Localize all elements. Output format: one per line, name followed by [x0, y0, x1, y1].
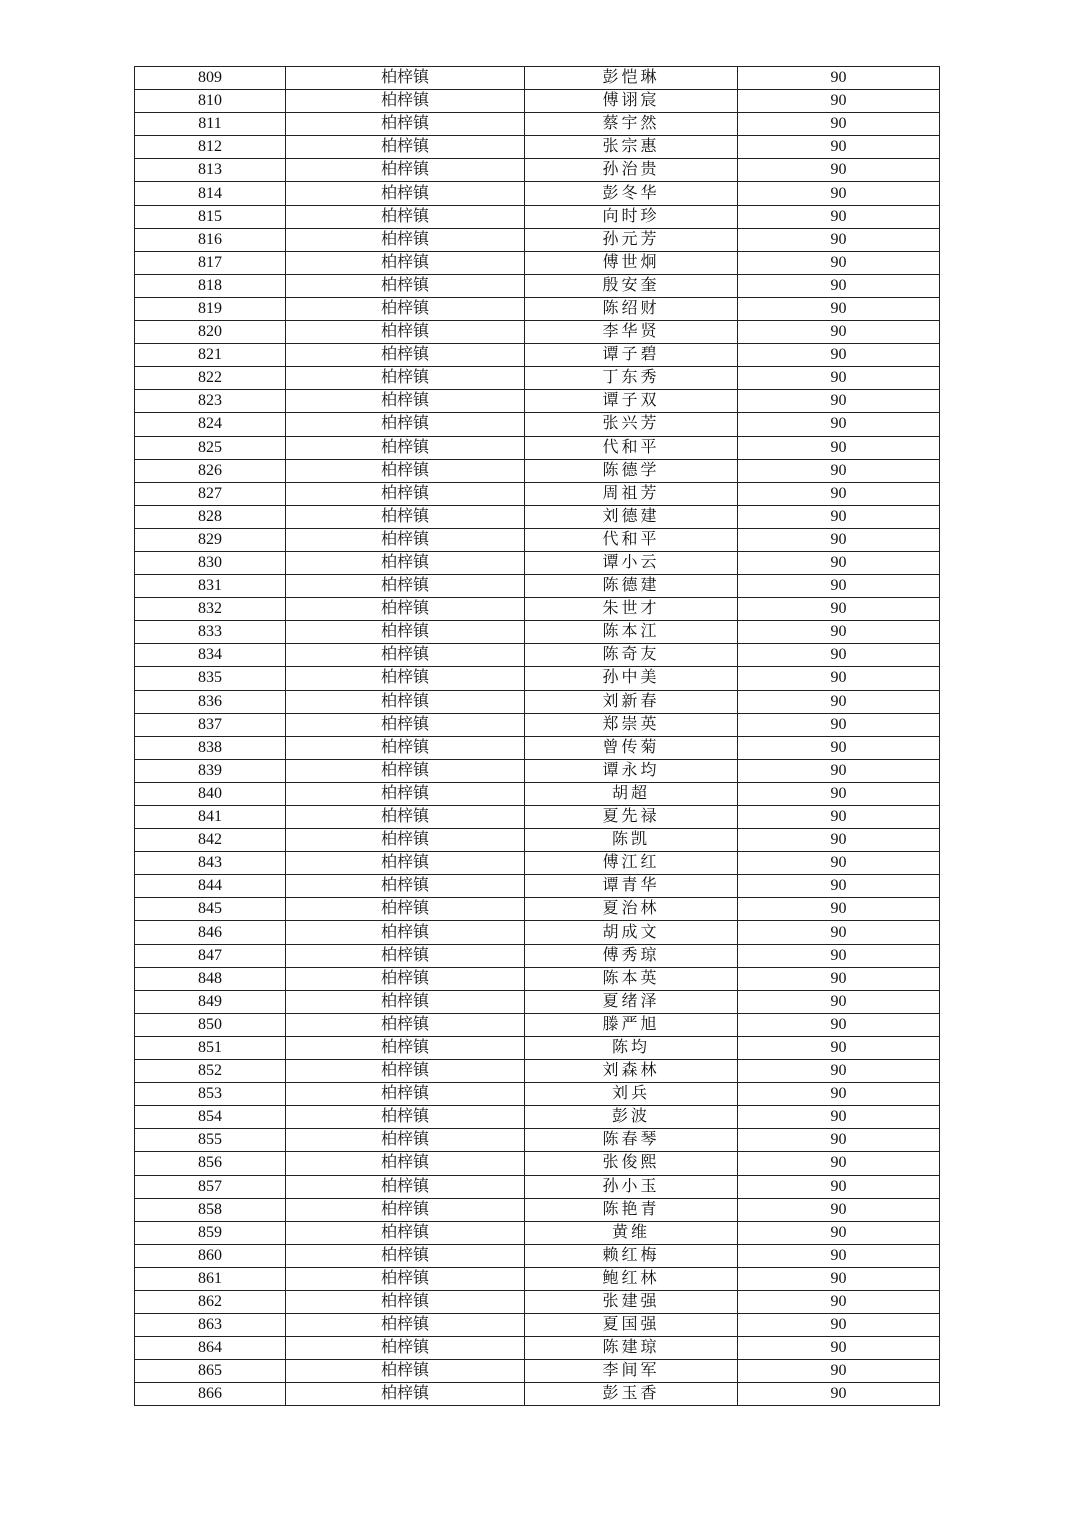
town-cell: 柏梓镇	[286, 921, 525, 944]
table-row	[135, 759, 940, 782]
name-cell: 刘兵	[525, 1083, 738, 1106]
table-row	[135, 921, 940, 944]
row-number-cell: 865	[135, 1360, 286, 1383]
score-cell: 90	[738, 90, 940, 113]
table-row	[135, 967, 940, 990]
name-cell: 李华贤	[525, 321, 738, 344]
row-number-cell: 809	[135, 67, 286, 90]
score-cell: 90	[738, 344, 940, 367]
row-number-cell: 863	[135, 1314, 286, 1337]
name-cell: 傅秀琼	[525, 944, 738, 967]
row-number-cell: 810	[135, 90, 286, 113]
name-cell: 陈建琼	[525, 1337, 738, 1360]
table-row	[135, 251, 940, 274]
table-row	[135, 274, 940, 297]
row-number-cell: 837	[135, 713, 286, 736]
score-cell: 90	[738, 1129, 940, 1152]
row-number-cell: 839	[135, 759, 286, 782]
score-cell: 90	[738, 482, 940, 505]
table-row	[135, 1290, 940, 1313]
score-cell: 90	[738, 274, 940, 297]
town-cell: 柏梓镇	[286, 344, 525, 367]
table-row	[135, 644, 940, 667]
table-row	[135, 505, 940, 528]
row-number-cell: 849	[135, 990, 286, 1013]
town-cell: 柏梓镇	[286, 367, 525, 390]
score-cell: 90	[738, 390, 940, 413]
score-cell: 90	[738, 459, 940, 482]
score-cell: 90	[738, 1106, 940, 1129]
table-row	[135, 690, 940, 713]
name-cell: 刘森林	[525, 1060, 738, 1083]
score-cell: 90	[738, 1221, 940, 1244]
table-row	[135, 944, 940, 967]
name-cell: 蔡宇然	[525, 113, 738, 136]
row-number-cell: 821	[135, 344, 286, 367]
name-cell: 陈凯	[525, 829, 738, 852]
name-cell: 彭恺琳	[525, 67, 738, 90]
row-number-cell: 811	[135, 113, 286, 136]
score-cell: 90	[738, 1036, 940, 1059]
name-cell: 傅江红	[525, 852, 738, 875]
table-row	[135, 875, 940, 898]
row-number-cell: 842	[135, 829, 286, 852]
name-cell: 张建强	[525, 1290, 738, 1313]
score-cell: 90	[738, 875, 940, 898]
row-number-cell: 855	[135, 1129, 286, 1152]
score-cell: 90	[738, 413, 940, 436]
table-row	[135, 205, 940, 228]
table-row	[135, 159, 940, 182]
table-row	[135, 482, 940, 505]
table-row	[135, 1152, 940, 1175]
town-cell: 柏梓镇	[286, 205, 525, 228]
row-number-cell: 847	[135, 944, 286, 967]
table-row	[135, 136, 940, 159]
score-cell: 90	[738, 1314, 940, 1337]
town-cell: 柏梓镇	[286, 1221, 525, 1244]
name-cell: 陈均	[525, 1036, 738, 1059]
row-number-cell: 833	[135, 621, 286, 644]
table-row	[135, 598, 940, 621]
table-row	[135, 575, 940, 598]
name-cell: 谭子碧	[525, 344, 738, 367]
row-number-cell: 819	[135, 297, 286, 320]
table-row	[135, 67, 940, 90]
row-number-cell: 841	[135, 806, 286, 829]
table-row	[135, 1036, 940, 1059]
town-cell: 柏梓镇	[286, 113, 525, 136]
town-cell: 柏梓镇	[286, 1267, 525, 1290]
town-cell: 柏梓镇	[286, 90, 525, 113]
name-cell: 刘德建	[525, 505, 738, 528]
town-cell: 柏梓镇	[286, 644, 525, 667]
row-number-cell: 824	[135, 413, 286, 436]
row-number-cell: 848	[135, 967, 286, 990]
town-cell: 柏梓镇	[286, 875, 525, 898]
row-number-cell: 854	[135, 1106, 286, 1129]
town-cell: 柏梓镇	[286, 297, 525, 320]
town-cell: 柏梓镇	[286, 944, 525, 967]
town-cell: 柏梓镇	[286, 390, 525, 413]
row-number-cell: 830	[135, 551, 286, 574]
name-cell: 张俊熙	[525, 1152, 738, 1175]
score-cell: 90	[738, 1290, 940, 1313]
table-row	[135, 1314, 940, 1337]
name-cell: 胡超	[525, 782, 738, 805]
row-number-cell: 843	[135, 852, 286, 875]
score-cell: 90	[738, 251, 940, 274]
town-cell: 柏梓镇	[286, 1129, 525, 1152]
score-cell: 90	[738, 297, 940, 320]
row-number-cell: 815	[135, 205, 286, 228]
row-number-cell: 844	[135, 875, 286, 898]
table-row	[135, 228, 940, 251]
name-cell: 郑崇英	[525, 713, 738, 736]
score-cell: 90	[738, 159, 940, 182]
score-cell: 90	[738, 621, 940, 644]
row-number-cell: 832	[135, 598, 286, 621]
score-cell: 90	[738, 551, 940, 574]
row-number-cell: 818	[135, 274, 286, 297]
table-row	[135, 297, 940, 320]
town-cell: 柏梓镇	[286, 782, 525, 805]
table-row	[135, 113, 940, 136]
town-cell: 柏梓镇	[286, 1383, 525, 1406]
name-cell: 朱世才	[525, 598, 738, 621]
town-cell: 柏梓镇	[286, 482, 525, 505]
score-cell: 90	[738, 736, 940, 759]
score-cell: 90	[738, 228, 940, 251]
table-row	[135, 1383, 940, 1406]
name-cell: 陈绍财	[525, 297, 738, 320]
name-cell: 代和平	[525, 436, 738, 459]
score-cell: 90	[738, 990, 940, 1013]
town-cell: 柏梓镇	[286, 759, 525, 782]
row-number-cell: 828	[135, 505, 286, 528]
row-number-cell: 827	[135, 482, 286, 505]
score-cell: 90	[738, 1152, 940, 1175]
name-cell: 彭冬华	[525, 182, 738, 205]
town-cell: 柏梓镇	[286, 505, 525, 528]
score-cell: 90	[738, 182, 940, 205]
score-cell: 90	[738, 1337, 940, 1360]
table-row	[135, 1267, 940, 1290]
score-cell: 90	[738, 528, 940, 551]
row-number-cell: 858	[135, 1198, 286, 1221]
name-cell: 曾传菊	[525, 736, 738, 759]
row-number-cell: 846	[135, 921, 286, 944]
town-cell: 柏梓镇	[286, 413, 525, 436]
name-cell: 向时珍	[525, 205, 738, 228]
table-row	[135, 667, 940, 690]
row-number-cell: 840	[135, 782, 286, 805]
score-cell: 90	[738, 967, 940, 990]
name-cell: 鲍红林	[525, 1267, 738, 1290]
name-cell: 谭永均	[525, 759, 738, 782]
table-row	[135, 90, 940, 113]
town-cell: 柏梓镇	[286, 667, 525, 690]
table-row	[135, 806, 940, 829]
score-cell: 90	[738, 644, 940, 667]
table-row	[135, 1337, 940, 1360]
row-number-cell: 856	[135, 1152, 286, 1175]
row-number-cell: 857	[135, 1175, 286, 1198]
row-number-cell: 814	[135, 182, 286, 205]
town-cell: 柏梓镇	[286, 598, 525, 621]
town-cell: 柏梓镇	[286, 1360, 525, 1383]
town-cell: 柏梓镇	[286, 251, 525, 274]
row-number-cell: 838	[135, 736, 286, 759]
name-cell: 傅诩宸	[525, 90, 738, 113]
row-number-cell: 823	[135, 390, 286, 413]
name-cell: 黄维	[525, 1221, 738, 1244]
score-cell: 90	[738, 505, 940, 528]
row-number-cell: 831	[135, 575, 286, 598]
table-row	[135, 367, 940, 390]
name-cell: 夏治林	[525, 898, 738, 921]
name-cell: 谭子双	[525, 390, 738, 413]
row-number-cell: 866	[135, 1383, 286, 1406]
score-cell: 90	[738, 806, 940, 829]
score-cell: 90	[738, 667, 940, 690]
table-row	[135, 344, 940, 367]
town-cell: 柏梓镇	[286, 806, 525, 829]
table-row	[135, 1129, 940, 1152]
row-number-cell: 853	[135, 1083, 286, 1106]
row-number-cell: 835	[135, 667, 286, 690]
row-number-cell: 845	[135, 898, 286, 921]
name-cell: 孙中美	[525, 667, 738, 690]
town-cell: 柏梓镇	[286, 852, 525, 875]
score-cell: 90	[738, 67, 940, 90]
town-cell: 柏梓镇	[286, 321, 525, 344]
name-cell: 彭波	[525, 1106, 738, 1129]
town-cell: 柏梓镇	[286, 1314, 525, 1337]
table-row	[135, 1083, 940, 1106]
town-cell: 柏梓镇	[286, 1244, 525, 1267]
row-number-cell: 859	[135, 1221, 286, 1244]
table-row	[135, 990, 940, 1013]
score-cell: 90	[738, 436, 940, 459]
score-cell: 90	[738, 1175, 940, 1198]
score-cell: 90	[738, 829, 940, 852]
row-number-cell: 813	[135, 159, 286, 182]
score-cell: 90	[738, 759, 940, 782]
town-cell: 柏梓镇	[286, 528, 525, 551]
score-cell: 90	[738, 690, 940, 713]
score-cell: 90	[738, 898, 940, 921]
table-row	[135, 413, 940, 436]
town-cell: 柏梓镇	[286, 690, 525, 713]
table-row	[135, 436, 940, 459]
name-cell: 张宗惠	[525, 136, 738, 159]
town-cell: 柏梓镇	[286, 136, 525, 159]
score-cell: 90	[738, 1267, 940, 1290]
table-row	[135, 1360, 940, 1383]
town-cell: 柏梓镇	[286, 1106, 525, 1129]
row-number-cell: 812	[135, 136, 286, 159]
town-cell: 柏梓镇	[286, 1013, 525, 1036]
table-row	[135, 459, 940, 482]
row-number-cell: 836	[135, 690, 286, 713]
table-row	[135, 528, 940, 551]
town-cell: 柏梓镇	[286, 1290, 525, 1313]
roster-table	[134, 66, 940, 1406]
table-row	[135, 782, 940, 805]
score-cell: 90	[738, 205, 940, 228]
score-cell: 90	[738, 944, 940, 967]
town-cell: 柏梓镇	[286, 829, 525, 852]
town-cell: 柏梓镇	[286, 990, 525, 1013]
name-cell: 滕严旭	[525, 1013, 738, 1036]
table-row	[135, 829, 940, 852]
row-number-cell: 829	[135, 528, 286, 551]
name-cell: 陈本江	[525, 621, 738, 644]
town-cell: 柏梓镇	[286, 898, 525, 921]
town-cell: 柏梓镇	[286, 159, 525, 182]
score-cell: 90	[738, 782, 940, 805]
row-number-cell: 816	[135, 228, 286, 251]
table-row	[135, 1106, 940, 1129]
table-row	[135, 852, 940, 875]
row-number-cell: 861	[135, 1267, 286, 1290]
town-cell: 柏梓镇	[286, 736, 525, 759]
table-row	[135, 321, 940, 344]
row-number-cell: 834	[135, 644, 286, 667]
name-cell: 周祖芳	[525, 482, 738, 505]
score-cell: 90	[738, 136, 940, 159]
name-cell: 陈本英	[525, 967, 738, 990]
town-cell: 柏梓镇	[286, 459, 525, 482]
town-cell: 柏梓镇	[286, 182, 525, 205]
score-cell: 90	[738, 1360, 940, 1383]
score-cell: 90	[738, 1013, 940, 1036]
name-cell: 陈奇友	[525, 644, 738, 667]
town-cell: 柏梓镇	[286, 551, 525, 574]
table-row	[135, 1060, 940, 1083]
name-cell: 孙小玉	[525, 1175, 738, 1198]
name-cell: 夏绪泽	[525, 990, 738, 1013]
name-cell: 谭小云	[525, 551, 738, 574]
name-cell: 陈德建	[525, 575, 738, 598]
name-cell: 赖红梅	[525, 1244, 738, 1267]
row-number-cell: 817	[135, 251, 286, 274]
town-cell: 柏梓镇	[286, 1036, 525, 1059]
table-row	[135, 1175, 940, 1198]
name-cell: 夏国强	[525, 1314, 738, 1337]
name-cell: 夏先禄	[525, 806, 738, 829]
score-cell: 90	[738, 1060, 940, 1083]
table-row	[135, 390, 940, 413]
row-number-cell: 852	[135, 1060, 286, 1083]
row-number-cell: 864	[135, 1337, 286, 1360]
town-cell: 柏梓镇	[286, 436, 525, 459]
score-cell: 90	[738, 1083, 940, 1106]
name-cell: 孙治贵	[525, 159, 738, 182]
row-number-cell: 820	[135, 321, 286, 344]
row-number-cell: 851	[135, 1036, 286, 1059]
name-cell: 张兴芳	[525, 413, 738, 436]
row-number-cell: 850	[135, 1013, 286, 1036]
score-cell: 90	[738, 713, 940, 736]
table-row	[135, 1244, 940, 1267]
score-cell: 90	[738, 321, 940, 344]
name-cell: 陈德学	[525, 459, 738, 482]
town-cell: 柏梓镇	[286, 274, 525, 297]
row-number-cell: 826	[135, 459, 286, 482]
town-cell: 柏梓镇	[286, 1198, 525, 1221]
name-cell: 丁东秀	[525, 367, 738, 390]
score-cell: 90	[738, 921, 940, 944]
town-cell: 柏梓镇	[286, 1083, 525, 1106]
name-cell: 刘新春	[525, 690, 738, 713]
town-cell: 柏梓镇	[286, 1060, 525, 1083]
name-cell: 孙元芳	[525, 228, 738, 251]
table-row	[135, 1221, 940, 1244]
score-cell: 90	[738, 575, 940, 598]
town-cell: 柏梓镇	[286, 713, 525, 736]
town-cell: 柏梓镇	[286, 621, 525, 644]
town-cell: 柏梓镇	[286, 967, 525, 990]
score-cell: 90	[738, 598, 940, 621]
town-cell: 柏梓镇	[286, 1152, 525, 1175]
table-row	[135, 898, 940, 921]
name-cell: 傅世炯	[525, 251, 738, 274]
row-number-cell: 862	[135, 1290, 286, 1313]
name-cell: 李间军	[525, 1360, 738, 1383]
town-cell: 柏梓镇	[286, 1337, 525, 1360]
roster-table-body	[135, 67, 940, 1406]
score-cell: 90	[738, 367, 940, 390]
town-cell: 柏梓镇	[286, 1175, 525, 1198]
table-row	[135, 551, 940, 574]
score-cell: 90	[738, 1383, 940, 1406]
table-row	[135, 713, 940, 736]
score-cell: 90	[738, 1198, 940, 1221]
table-row	[135, 182, 940, 205]
town-cell: 柏梓镇	[286, 67, 525, 90]
row-number-cell: 825	[135, 436, 286, 459]
name-cell: 谭青华	[525, 875, 738, 898]
name-cell: 陈春琴	[525, 1129, 738, 1152]
table-row	[135, 1013, 940, 1036]
score-cell: 90	[738, 852, 940, 875]
score-cell: 90	[738, 113, 940, 136]
town-cell: 柏梓镇	[286, 228, 525, 251]
town-cell: 柏梓镇	[286, 575, 525, 598]
name-cell: 代和平	[525, 528, 738, 551]
table-row	[135, 621, 940, 644]
name-cell: 胡成文	[525, 921, 738, 944]
name-cell: 彭玉香	[525, 1383, 738, 1406]
name-cell: 殷安奎	[525, 274, 738, 297]
table-row	[135, 1198, 940, 1221]
row-number-cell: 860	[135, 1244, 286, 1267]
score-cell: 90	[738, 1244, 940, 1267]
name-cell: 陈艳青	[525, 1198, 738, 1221]
row-number-cell: 822	[135, 367, 286, 390]
table-row	[135, 736, 940, 759]
